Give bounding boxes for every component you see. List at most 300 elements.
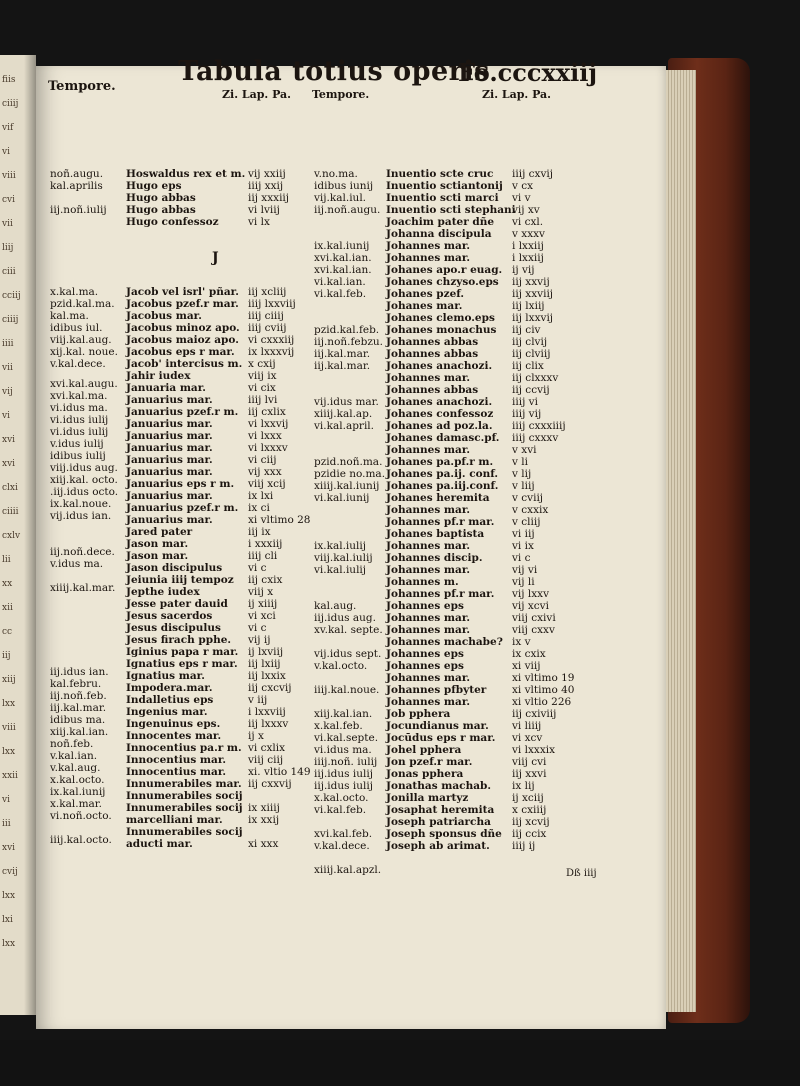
saint-name: Joseph ab arimat. [386, 840, 490, 852]
index-entry [126, 442, 288, 454]
margin-fragment: xx [2, 579, 13, 589]
index-entry [386, 744, 556, 756]
index-entry [386, 648, 546, 660]
book-chapter-reference: xi. vltio 149 [248, 766, 311, 778]
saint-name: Hugo eps [126, 180, 182, 192]
index-entry [386, 324, 541, 336]
index-entry [386, 360, 544, 372]
saint-name: Hugo abbas [126, 192, 196, 204]
index-entry [126, 718, 289, 730]
index-entry [126, 658, 281, 670]
book-chapter-reference: v li [512, 456, 528, 468]
index-entry [386, 588, 550, 600]
index-entry [386, 540, 534, 552]
margin-fragment: vi [2, 147, 10, 157]
book-chapter-reference: vij vi [512, 564, 538, 576]
index-entry [386, 384, 550, 396]
feast-date: v.kal.ian. [50, 750, 98, 762]
index-entry [386, 216, 544, 228]
book-chapter-reference: vi ciij [248, 454, 277, 466]
index-entry [386, 552, 531, 564]
index-entry [386, 564, 538, 576]
book-chapter-reference: vi lxxx [248, 430, 282, 442]
saint-name: Johanes heremita [386, 492, 490, 504]
saint-name: Januarius mar. [126, 490, 213, 502]
feast-date: iij.kal.mar. [314, 360, 371, 372]
book-chapter-reference: iij civ [512, 324, 541, 336]
index-entry [126, 838, 279, 850]
feast-date: xv.kal. septe. [314, 624, 383, 636]
saint-name: Inuentio scti marci [386, 192, 499, 204]
index-entry [386, 264, 535, 276]
book-chapter-reference: xi xxx [248, 838, 279, 850]
saint-name: Indalletius eps [126, 694, 214, 706]
feast-date: xiij.kal.ian. [314, 708, 373, 720]
book-chapter-reference: iiij cxxxv [512, 432, 559, 444]
book-chapter-reference: x cxij [248, 358, 276, 370]
book-chapter-reference: viij ix [248, 370, 277, 382]
saint-name: Johannes eps [386, 648, 464, 660]
margin-fragment: vii [2, 219, 13, 229]
feast-date: pzid.noñ.ma. [314, 456, 383, 468]
margin-fragment: iii [2, 819, 11, 829]
saint-name: Jared pater [126, 526, 193, 538]
saint-name: Januarius mar. [126, 430, 213, 442]
saint-name: Johanes anachozi. [386, 396, 493, 408]
feast-date: xvi.kal.ian. [314, 264, 372, 276]
index-entry [386, 168, 554, 180]
book-chapter-reference: iiij ciiij [248, 310, 284, 322]
feast-date: viij.idus aug. [50, 462, 118, 474]
book-chapter-reference: vi lxxvij [248, 418, 289, 430]
index-entry [126, 670, 286, 682]
saint-name: marcelliani mar. [126, 814, 223, 826]
margin-fragment: lii [2, 555, 11, 565]
book-chapter-reference: v liij [512, 480, 535, 492]
saint-name: Johanes clemo.eps [386, 312, 495, 324]
feast-date: pzidie no.ma. [314, 468, 386, 480]
feast-date: iij.noñ.dece. [50, 546, 115, 558]
saint-name: Johannes mar. [386, 696, 471, 708]
saint-name: Januarius pzef.r m. [126, 406, 239, 418]
index-entry [386, 240, 544, 252]
index-entry [126, 346, 295, 358]
feast-date: xiiij.kal.apzl. [314, 864, 382, 876]
index-entry [126, 334, 295, 346]
book-chapter-reference: iij xxxiij [248, 192, 290, 204]
saint-name: Johanes pa.iij.conf. [386, 480, 499, 492]
book-chapter-reference: iij cxlix [248, 406, 286, 418]
page-title: Tabula totius operis [178, 56, 490, 87]
tempore-label-right: Tempore. [312, 88, 370, 101]
margin-fragment: liij [2, 243, 14, 253]
index-entry [126, 430, 282, 442]
saint-name: Johel pphera [386, 744, 462, 756]
book-chapter-reference: vi c [248, 562, 267, 574]
saint-name: Jacobus mar. [126, 310, 202, 322]
book-chapter-reference: iij xxvi [512, 768, 547, 780]
book-chapter-reference: iij xcvij [512, 816, 550, 828]
feast-date: v.idus iulij [50, 438, 104, 450]
saint-name: aducti mar. [126, 838, 193, 850]
index-entry [126, 370, 277, 382]
saint-name: Januarius mar. [126, 394, 213, 406]
index-entry [386, 288, 554, 300]
index-entry [126, 192, 290, 204]
saint-name: Joseph patriarcha [386, 816, 491, 828]
feast-date: xvi.kal.feb. [314, 828, 373, 840]
feast-date: vi.kal.iunij [314, 492, 370, 504]
index-entry [386, 756, 547, 768]
left-page-edge [0, 55, 36, 1015]
saint-name: Johannes machabe? [386, 636, 503, 648]
margin-fragment: xiij [2, 675, 16, 685]
saint-name: Johannes mar. [386, 372, 471, 384]
saint-name: Johannes abbas [386, 348, 479, 360]
feast-date: iij.kal.mar. [50, 702, 107, 714]
saint-name: Jesus firach pphe. [126, 634, 232, 646]
saint-name: Jacobus minoz apo. [126, 322, 240, 334]
book-chapter-reference: iiij xxij [248, 180, 284, 192]
saint-name: Josaphat heremita [386, 804, 495, 816]
book-chapter-reference: ix lxi [248, 490, 274, 502]
saint-name: Januarius pzef.r m. [126, 502, 239, 514]
margin-fragment: lxx [2, 891, 16, 901]
book-chapter-reference: iij lxxxv [248, 718, 289, 730]
saint-name: Job pphera [386, 708, 451, 720]
index-entry [386, 252, 544, 264]
saint-name: Jocūdus eps r mar. [386, 732, 496, 744]
index-entry [386, 420, 566, 432]
index-entry [386, 444, 537, 456]
saint-name: Johanes ad poz.la. [386, 420, 493, 432]
feast-date: v.kal.dece. [50, 358, 106, 370]
saint-name: Jacobus eps r mar. [126, 346, 235, 358]
feast-date: xij.kal. noue. [50, 346, 118, 358]
book-chapter-reference: vi xcv [512, 732, 543, 744]
book-chapter-reference: v iij [248, 694, 268, 706]
book-chapter-reference: vi c [512, 552, 531, 564]
margin-fragment: vij [2, 387, 13, 397]
index-entry [126, 610, 276, 622]
saint-name: Johanes mar. [386, 300, 463, 312]
saint-name: Ignatius eps r mar. [126, 658, 238, 670]
saint-name: Johanes apo.r euag. [386, 264, 503, 276]
saint-name: Johanes confessoz [386, 408, 494, 420]
saint-name: Innumerabiles socij [126, 790, 243, 802]
saint-name: Inuentio scti stephani [386, 204, 516, 216]
tempore-label-left: Tempore. [48, 79, 116, 94]
feast-date: kal.aprilis [50, 180, 103, 192]
index-entry [126, 826, 243, 838]
book-chapter-reference: vi lviij [248, 204, 280, 216]
index-entry [126, 622, 267, 634]
margin-fragment: lxi [2, 915, 13, 925]
saint-name: Januarius mar. [126, 454, 213, 466]
index-entry [126, 706, 286, 718]
index-entry [386, 516, 541, 528]
book-chapter-reference: iij clix [512, 360, 544, 372]
saint-name: Innocentes mar. [126, 730, 222, 742]
index-entry [386, 504, 549, 516]
index-entry [386, 348, 551, 360]
book-chapter-reference: vi c [248, 622, 267, 634]
margin-fragment: cxlv [2, 531, 21, 541]
saint-name: Johannes abbas [386, 384, 479, 396]
margin-fragment: xii [2, 603, 13, 613]
index-entry [386, 312, 554, 324]
book-chapter-reference: v cxxix [512, 504, 549, 516]
index-entry [126, 550, 278, 562]
saint-name: Johannes abbas [386, 336, 479, 348]
index-entry [126, 418, 289, 430]
index-entry [386, 720, 542, 732]
margin-fragment: vif [2, 123, 14, 133]
book-chapter-reference: ix lij [512, 780, 535, 792]
book-chapter-reference: iiij ij [512, 840, 536, 852]
book-chapter-reference: ix cxix [512, 648, 546, 660]
feast-date: xiiij.kal.iunij [314, 480, 380, 492]
saint-name: Johanna discipula [386, 228, 492, 240]
saint-name: Jason mar. [126, 538, 189, 550]
saint-name: Jason discipulus [126, 562, 223, 574]
feast-date: vij.kal.iul. [314, 192, 367, 204]
index-entry [386, 780, 535, 792]
gutter-shadow [24, 55, 36, 1015]
feast-date: ix.kal.iulij [314, 540, 367, 552]
saint-name: Joachim pater dñe [386, 216, 495, 228]
saint-name: Johannes mar. [386, 564, 471, 576]
margin-fragment: lxx [2, 747, 16, 757]
margin-fragment: ciiij [2, 315, 19, 325]
feast-date: vij.idus sept. [314, 648, 382, 660]
book-chapter-reference: vi cix [248, 382, 276, 394]
feast-date: vi.idus iulij [50, 426, 109, 438]
feast-date: v.kal.aug. [50, 762, 101, 774]
feast-date: iij.idus iulij [314, 768, 373, 780]
margin-fragment: xxii [2, 771, 18, 781]
index-entry [386, 408, 542, 420]
book-chapter-reference: xi viij [512, 660, 541, 672]
index-entry [386, 456, 528, 468]
book-chapter-reference: viij cxivi [512, 612, 556, 624]
saint-name: Johannes mar. [386, 444, 471, 456]
book-chapter-reference: i lxxiij [512, 252, 544, 264]
saint-name: Johannes pf.r mar. [386, 516, 495, 528]
saint-name: Johanes anachozi. [386, 360, 493, 372]
feast-date: pzid.kal.feb. [314, 324, 380, 336]
book-chapter-reference: iiij lvi [248, 394, 278, 406]
book-chapter-reference: vi lx [248, 216, 270, 228]
book-chapter-reference: vi liiij [512, 720, 542, 732]
saint-name: Hugo abbas [126, 204, 196, 216]
feast-date: iij.noñ.iulij [50, 204, 107, 216]
saint-name: Hugo confessoz [126, 216, 219, 228]
saint-name: Johannes pfbyter [386, 684, 487, 696]
feast-date: vi.kal.septe. [314, 732, 379, 744]
index-entry [386, 300, 545, 312]
saint-name: Jeiunia iiij tempoz [126, 574, 234, 586]
book-chapter-reference: ij xciij [512, 792, 544, 804]
index-entry [386, 672, 575, 684]
saint-name: Johannes eps [386, 600, 464, 612]
book-chapter-reference: vi cxlix [248, 742, 286, 754]
book-chapter-reference: ij xiiij [248, 598, 278, 610]
saint-name: Jonas pphera [386, 768, 464, 780]
book-chapter-reference: ix xxij [248, 814, 280, 826]
book-chapter-reference: iij xxviij [512, 288, 554, 300]
saint-name: Johannes eps [386, 660, 464, 672]
feast-date: ix.kal.iunij [50, 786, 106, 798]
book-chapter-reference: iij xcliij [248, 286, 287, 298]
index-entry [126, 406, 286, 418]
saint-name: Jon pzef.r mar. [386, 756, 473, 768]
index-entry [126, 634, 271, 646]
index-entry [126, 286, 287, 298]
feast-date: iiij.kal.octo. [50, 834, 112, 846]
saint-name: Iginius papa r mar. [126, 646, 239, 658]
index-entry [386, 468, 532, 480]
book-chapter-reference: xi vltimo 40 [512, 684, 575, 696]
index-entry [126, 478, 286, 490]
index-entry [126, 382, 276, 394]
feast-date: iij.noñ.febzu. [314, 336, 383, 348]
feast-date: v.kal.octo. [314, 660, 368, 672]
saint-name: Ignatius mar. [126, 670, 205, 682]
feast-date: idibus iul. [50, 322, 103, 334]
margin-fragment: ciiii [2, 507, 19, 517]
saint-name: Joseph sponsus dñe [386, 828, 502, 840]
saint-name: Januaria mar. [126, 382, 206, 394]
margin-fragment: lxx [2, 939, 16, 949]
index-entry [386, 180, 534, 192]
book-chapter-reference: iij cxcvij [248, 682, 292, 694]
book-chapter-reference: iiij cxvij [512, 168, 554, 180]
feast-date: iij.idus aug. [314, 612, 376, 624]
index-entry [126, 394, 278, 406]
book-chapter-reference: ij x [248, 730, 264, 742]
book-chapter-reference: vij xxiij [248, 168, 286, 180]
book-chapter-reference: iij ccvij [512, 384, 550, 396]
book-chapter-reference: v lij [512, 468, 532, 480]
feast-date: viij.kal.aug. [50, 334, 112, 346]
book-chapter-reference: iij clvij [512, 336, 548, 348]
feast-date: iij.idus iulij [314, 780, 373, 792]
book-chapter-reference: v cviij [512, 492, 544, 504]
index-entry [126, 694, 268, 706]
saint-name: Johanes damasc.pf. [386, 432, 500, 444]
feast-date: vi.idus ma. [50, 402, 108, 414]
index-entry [386, 228, 545, 240]
saint-name: Innumerabiles socij [126, 826, 243, 838]
saint-name: Johanes pa.pf.r m. [386, 456, 494, 468]
saint-name: Jacob' intercisus m. [126, 358, 243, 370]
margin-fragment: xvi [2, 435, 16, 445]
index-entry [126, 766, 311, 778]
book-chapter-reference: iiij vi [512, 396, 538, 408]
index-entry [126, 814, 280, 826]
subhead-right: Zi. Lap. Pa. [482, 88, 552, 101]
book-chapter-reference: vi cxl. [512, 216, 544, 228]
saint-name: Johanes chzyso.eps [386, 276, 499, 288]
index-entry [386, 192, 531, 204]
feast-date: ix.kal.iunij [314, 240, 370, 252]
book-chapter-reference: iij ix [248, 526, 271, 538]
saint-name: Johannes mar. [386, 624, 471, 636]
book-chapter-reference: i lxxiij [512, 240, 544, 252]
index-entry [126, 358, 276, 370]
book-chapter-reference: vij xcvi [512, 600, 549, 612]
index-entry [386, 696, 572, 708]
index-entry [126, 778, 292, 790]
feast-date: pzid.kal.ma. [50, 298, 115, 310]
signature-mark: Dß iiij [566, 868, 597, 879]
index-entry [386, 840, 536, 852]
book-chapter-reference: iij clviij [512, 348, 551, 360]
index-entry [386, 528, 535, 540]
saint-name: Januarius mar. [126, 418, 213, 430]
index-entry [126, 322, 287, 334]
index-entry [386, 396, 538, 408]
book-chapter-reference: iij cxix [248, 574, 283, 586]
index-entry [126, 802, 280, 814]
margin-fragment: cc [2, 627, 13, 637]
book-chapter-reference: iiij cli [248, 550, 278, 562]
feast-date: xiij.kal. octo. [50, 474, 118, 486]
saint-name: Johannes pf.r mar. [386, 588, 495, 600]
feast-date: x.kal.octo. [314, 792, 369, 804]
index-entry [126, 562, 267, 574]
feast-date: xvi.kal.ian. [314, 252, 372, 264]
index-entry [386, 624, 555, 636]
saint-name: Inuentio sctiantonij [386, 180, 503, 192]
feast-date: xvi.kal.augu. [50, 378, 118, 390]
index-entry [386, 492, 544, 504]
feast-date: vi.kal.feb. [314, 288, 367, 300]
feast-date: iij.noñ.augu. [314, 204, 381, 216]
book-chapter-reference: i lxxviij [248, 706, 286, 718]
saint-name: Impodera.mar. [126, 682, 213, 694]
index-entry [386, 600, 549, 612]
index-entry [386, 804, 547, 816]
index-entry [126, 204, 280, 216]
index-entry [386, 816, 550, 828]
index-entry [386, 828, 547, 840]
saint-name: Jahir iudex [126, 370, 191, 382]
index-entry [386, 576, 535, 588]
index-entry [386, 372, 559, 384]
book-chapter-reference: vij ij [248, 634, 271, 646]
saint-name: Jesus sacerdos [126, 610, 213, 622]
index-entry [386, 432, 559, 444]
saint-name: Johannes mar. [386, 240, 471, 252]
feast-date: idibus iulij [50, 450, 106, 462]
feast-date: vi.idus iulij [50, 414, 109, 426]
saint-name: Ingenius mar. [126, 706, 208, 718]
index-entry [126, 646, 284, 658]
margin-fragment: viii [2, 171, 16, 181]
saint-name: Januarius mar. [126, 466, 213, 478]
margin-fragment: fiis [2, 75, 16, 85]
saint-name: Innocentius mar. [126, 754, 227, 766]
feast-date: vi.kal.iulij [314, 564, 367, 576]
index-entry [386, 336, 548, 348]
saint-name: Johanes pa.ij. conf. [386, 468, 499, 480]
margin-fragment: clxi [2, 483, 18, 493]
saint-name: Johannes m. [386, 576, 459, 588]
saint-name: Johannes discip. [386, 552, 483, 564]
book-chapter-reference: xi vltio 226 [512, 696, 572, 708]
